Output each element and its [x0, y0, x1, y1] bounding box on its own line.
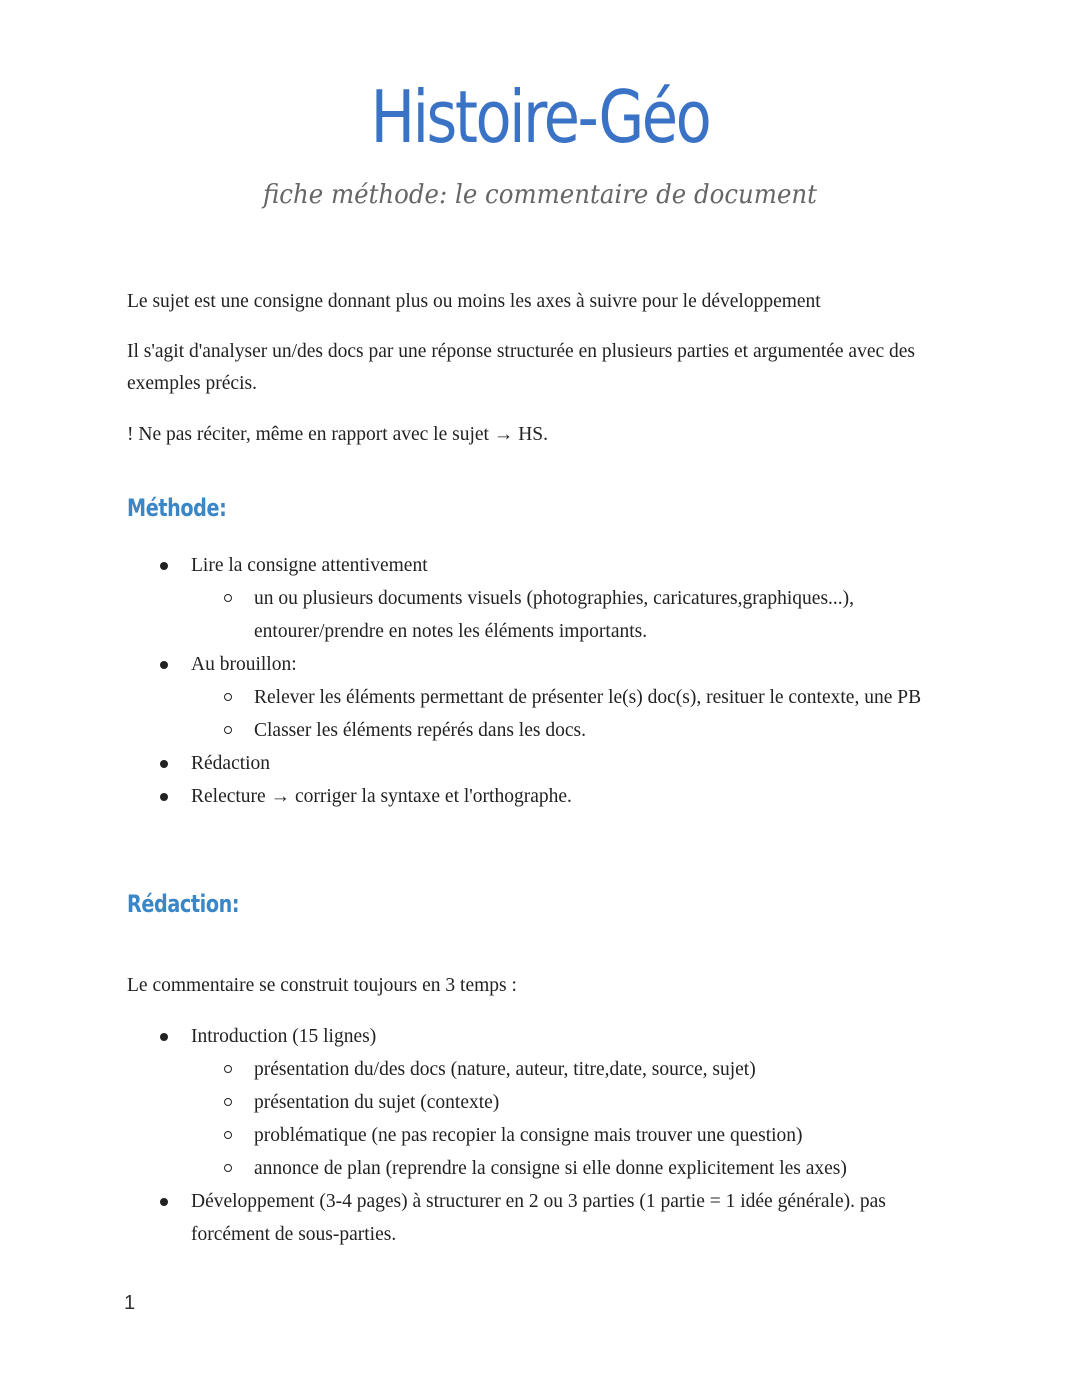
bullet-icon: [160, 793, 168, 801]
circle-bullet-icon: [224, 726, 232, 734]
document-title: Histoire-Géo: [370, 75, 710, 159]
sub-list-item: [191, 582, 957, 648]
sub-list-item: [191, 1119, 957, 1152]
list-item: [127, 648, 957, 747]
sub-list-item-label: Relever les éléments permettant de présenter le(s) doc(s), resituer le contexte, une PB: [254, 687, 922, 708]
circle-bullet-icon: [224, 1098, 232, 1106]
document-subtitle: fiche méthode: le commentaire de document: [263, 180, 817, 210]
sub-list-item: [191, 1053, 957, 1086]
bullet-icon: [160, 562, 168, 570]
intro-paragraph-2: Il s'agit d'analyser un/des docs par une réponse structurée en plusieurs parties et argumentée avec des exemples précis.: [127, 341, 916, 394]
list-item-label: Au brouillon:: [191, 654, 297, 675]
redaction-list: [127, 1020, 957, 1251]
sub-list-item: [191, 681, 957, 714]
bullet-icon: [160, 760, 168, 768]
sub-list-item-label: présentation du sujet (contexte): [254, 1092, 500, 1113]
redaction-intro: Le commentaire se construit toujours en 3 temps :: [127, 975, 517, 996]
intro-paragraph-1: Le sujet est une consigne donnant plus ou moins les axes à suivre pour le développement: [127, 291, 821, 312]
list-item: [127, 1020, 957, 1185]
list-item-label: Relecture → corriger la syntaxe et l'orthographe.: [191, 786, 572, 807]
sub-list-item-label: Classer les éléments repérés dans les docs.: [254, 720, 586, 741]
bullet-icon: [160, 661, 168, 669]
list-item-label: Introduction (15 lignes): [191, 1026, 377, 1047]
sub-list-item: [191, 1086, 957, 1119]
sub-list-item-label: problématique (ne pas recopier la consigne mais trouver une question): [254, 1125, 803, 1146]
methode-list: [127, 549, 957, 813]
redaction-heading: Rédaction:: [127, 890, 240, 918]
list-item-label: Développement (3-4 pages) à structurer en 2 ou 3 parties (1 partie = 1 idée générale). pas forcément de sous-parties.: [191, 1191, 886, 1245]
methode-heading: Méthode:: [127, 494, 227, 522]
sub-list-item-label: présentation du/des docs (nature, auteur, titre,date, source, sujet): [254, 1059, 756, 1080]
sub-list: [191, 582, 957, 648]
list-item-label: Rédaction: [191, 753, 271, 774]
bullet-icon: [160, 1033, 168, 1041]
circle-bullet-icon: [224, 1131, 232, 1139]
list-item: [127, 1185, 957, 1251]
sub-list-item: [191, 714, 957, 747]
bullet-icon: [160, 1198, 168, 1206]
sub-list-item: [191, 1152, 957, 1185]
sub-list-item-label: annonce de plan (reprendre la consigne si elle donne explicitement les axes): [254, 1158, 847, 1179]
page-number: 1: [124, 1292, 136, 1314]
circle-bullet-icon: [224, 1065, 232, 1073]
sub-list: [191, 1053, 957, 1185]
intro-paragraph-3: ! Ne pas réciter, même en rapport avec le sujet → HS.: [127, 424, 549, 445]
list-item: [127, 747, 957, 780]
list-item-label: Lire la consigne attentivement: [191, 555, 428, 576]
circle-bullet-icon: [224, 693, 232, 701]
circle-bullet-icon: [224, 1164, 232, 1172]
sub-list-item-label: un ou plusieurs documents visuels (photographies, caricatures,graphiques...), entourer/prendre en notes les éléments importants.: [254, 588, 855, 642]
circle-bullet-icon: [224, 594, 232, 602]
sub-list: [191, 681, 957, 747]
list-item: [127, 780, 957, 813]
list-item: [127, 549, 957, 648]
